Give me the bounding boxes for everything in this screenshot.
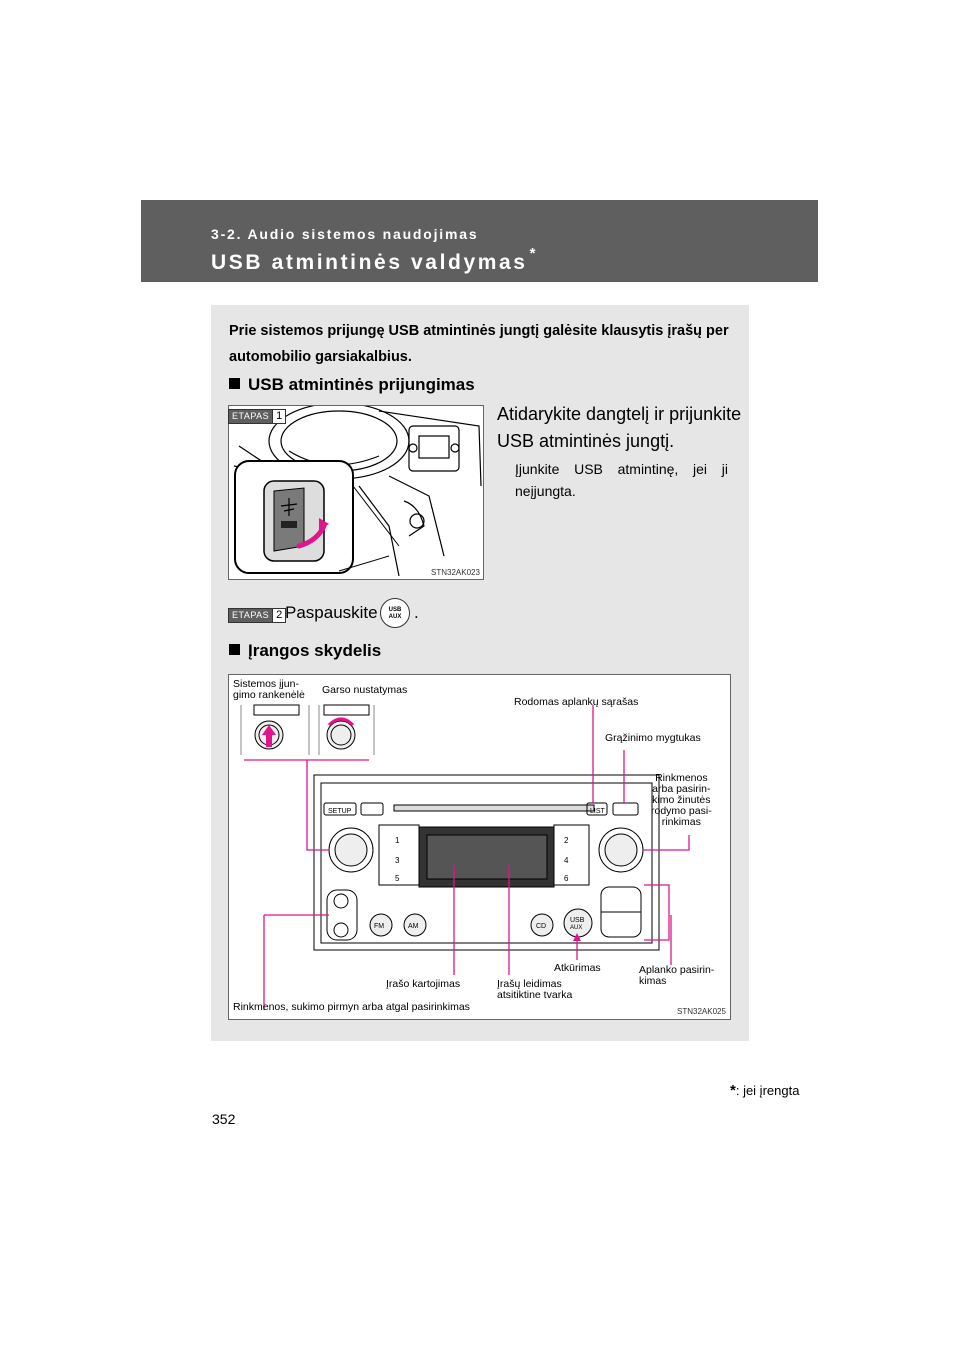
label-seek: Rinkmenos, sukimo pirmyn arba atgal pasirinkimas (233, 1001, 470, 1013)
btn-aux-label: AUX (570, 925, 583, 931)
page-title (211, 245, 538, 275)
btn-fm-label: FM (374, 923, 385, 930)
footnote-text: : jei įrengta (735, 1083, 800, 1098)
heading-panel (229, 641, 381, 661)
label-playback: Atkūrimas (554, 962, 601, 974)
etapas-number-2: 2 (272, 609, 285, 622)
footnote (730, 1082, 799, 1099)
step1-note: Įjunkite USB atmintinę, jei ji neįjungta. (515, 461, 728, 499)
figure-usb-port (228, 405, 484, 580)
figure-code-2: STN32AK025 (677, 1007, 726, 1016)
label-repeat: Įrašo kartojimas (386, 978, 461, 990)
step2-text: Paspauskite (285, 603, 378, 622)
btn-usb-label: USB (570, 917, 585, 924)
figure-equipment-panel (228, 674, 731, 1020)
label-return-button: Grąžinimo mygtukas (605, 732, 701, 744)
btn-list-label: LIST (590, 808, 605, 815)
label-file-select: Rinkmenos arba pasirin- kimo žinutės rodymo pasi- rinkimas (651, 772, 712, 828)
etapas-badge-1 (228, 409, 286, 424)
btn-cd-label: CD (536, 923, 547, 930)
preset-4: 4 (564, 856, 569, 865)
btn-setup-label: SETUP (328, 808, 352, 815)
square-bullet-icon (229, 644, 240, 655)
label-folder-select: Aplanko pasirin- kimas (639, 964, 715, 987)
title-asterisk: * (529, 245, 538, 262)
intro-text: Prie sistemos prijungę USB atmintinės jungtį galėsite klausytis įrašų per automobilio garsiakalbius. (229, 323, 729, 365)
label-power-knob: Sistemos įjun- gimo rankenėlė (233, 678, 305, 701)
preset-1: 1 (395, 836, 400, 845)
square-bullet-icon (229, 378, 240, 389)
page-title-text: USB atmintinės valdymas (211, 251, 528, 274)
page-number: 352 (212, 1111, 236, 1127)
step2-period: . (414, 603, 419, 622)
usb-aux-button-icon (380, 598, 410, 628)
label-folder-list: Rodomas aplankų sąrašas (514, 696, 639, 708)
section-label: 3-2. Audio sistemos naudojimas (211, 226, 479, 242)
etapas-label-2: ETAPAS (229, 609, 272, 622)
header-band (141, 200, 818, 282)
figure-code-1: STN32AK023 (431, 568, 480, 577)
preset-2: 2 (564, 836, 569, 845)
etapas-number-1: 1 (272, 410, 285, 423)
preset-6: 6 (564, 874, 569, 883)
usb-button-label: USB (388, 607, 402, 613)
preset-5: 5 (395, 874, 400, 883)
etapas-badge-2 (228, 608, 286, 623)
footnote-star: * (730, 1082, 736, 1099)
label-random: Įrašų leidimas atsitiktine tvarka (497, 978, 573, 1001)
heading-panel-text: Įrangos skydelis (248, 641, 382, 660)
preset-3: 3 (395, 856, 400, 865)
step1-text: Atidarykite dangtelį ir prijunkite USB atmintinės jungtį. (497, 404, 742, 451)
heading-usb-connect-text: USB atmintinės prijungimas (248, 375, 475, 394)
etapas-label-1: ETAPAS (229, 410, 272, 423)
aux-button-label: AUX (388, 614, 402, 620)
label-sound-setting: Garso nustatymas (322, 684, 408, 696)
heading-usb-connect (229, 375, 475, 395)
usb-port-illustration (229, 406, 484, 580)
btn-am-label: AM (408, 923, 419, 930)
